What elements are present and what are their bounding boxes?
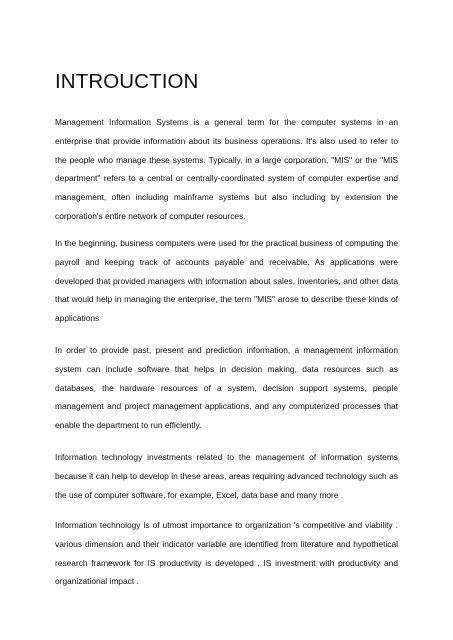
paragraph-history: In the beginning, business computers were used for the practical business of computing the payroll and keeping track of accounts payable and receivable. As applications were developed that provided managers with information about sales, inventories, and other data that would help in managing the enterprise, the term "MIS" arose to describe these kinds of applications [55, 238, 398, 324]
page-title: INTROUCTION [55, 70, 199, 93]
paragraph-components: In order to provide past, present and prediction information, a management information system can include software that helps in decision making, data resources such as databases, the hardware resources of a system, decision support systems, people management and project management applications, and any computerized processes that enable the department to run efficiently. [55, 345, 398, 431]
paragraph-it-importance: Information technology is of utmost importance to organization 's competitive and viability . various dimension and their indicator variable are identified from literature and hypothetical research framework for IS productivity is developed . IS investment with productivity and organizational impact . [55, 520, 398, 587]
paragraph-it-investments: Information technology investments related to the management of information systems because it can help to develop in these areas, areas requiring advanced technology such as the use of computer software, for example, Excel, data base and many more . [55, 452, 398, 500]
paragraph-mis-definition: Management Information Systems is a general term for the computer systems in an enterprise that provide information about its business operations. It's also used to refer to the people who manage these systems. Typically, in a large corporation, "MIS" or the "MIS department" refers to a central or centrally-coordinated system of computer expertise and management, often including mainframe systems but also including by extension the corporation's entire network of computer resources. [55, 117, 398, 221]
